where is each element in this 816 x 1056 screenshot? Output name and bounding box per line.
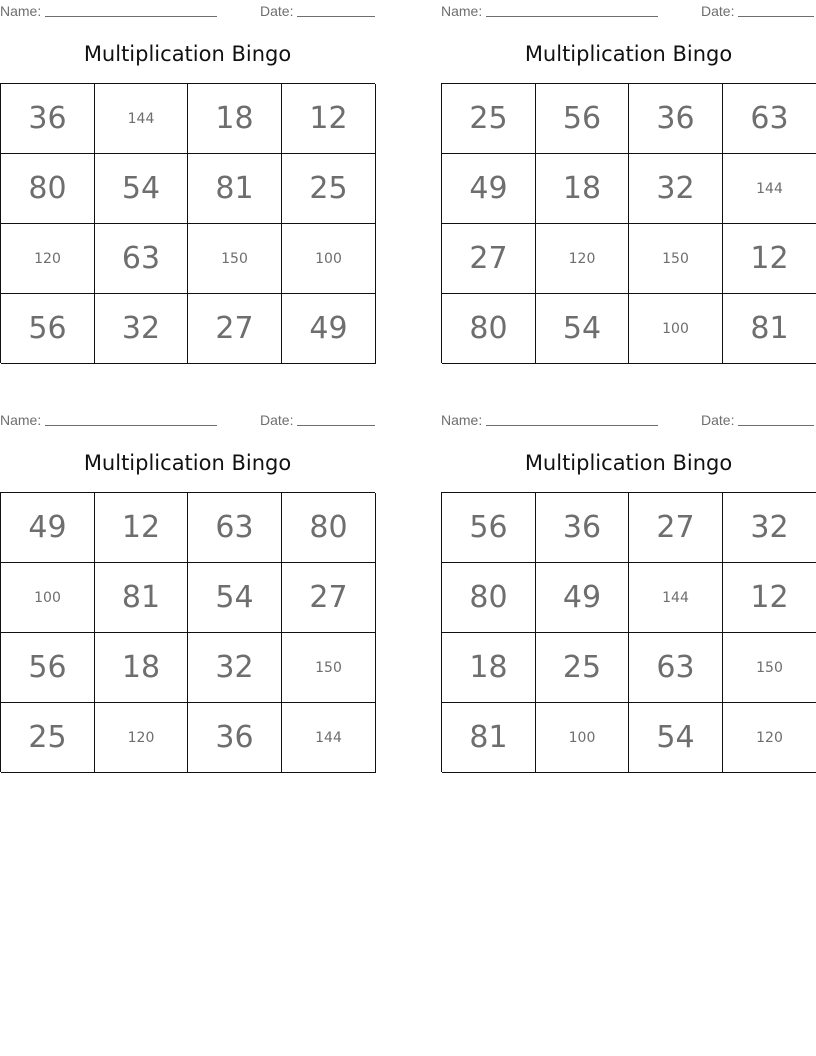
bingo-cell: 12 (723, 224, 816, 294)
bingo-cell: 54 (188, 563, 282, 633)
bingo-cell: 18 (95, 633, 188, 703)
bingo-cell: 49 (536, 563, 629, 633)
date-label: Date: (701, 3, 735, 19)
bingo-cell: 36 (1, 84, 95, 154)
bingo-cell: 81 (442, 703, 536, 773)
bingo-cell: 12 (95, 493, 188, 563)
date-blank-line (297, 425, 375, 426)
bingo-cell: 36 (188, 703, 282, 773)
name-blank-line (45, 16, 217, 17)
bingo-cell: 80 (442, 563, 536, 633)
bingo-grid (441, 83, 816, 363)
bingo-cell: 63 (188, 493, 282, 563)
bingo-cell: 100 (536, 703, 629, 773)
bingo-cell: 144 (723, 154, 816, 224)
bingo-cell: 81 (188, 154, 282, 224)
name-blank-line (486, 425, 658, 426)
bingo-cell: 49 (282, 294, 376, 364)
bingo-cell: 120 (95, 703, 188, 773)
bingo-cell: 54 (95, 154, 188, 224)
bingo-cell: 100 (629, 294, 723, 364)
bingo-cell: 150 (188, 224, 282, 294)
bingo-cell: 25 (1, 703, 95, 773)
bingo-cell: 120 (536, 224, 629, 294)
bingo-card-4 (441, 409, 816, 755)
date-label: Date: (260, 3, 294, 19)
bingo-card-2 (441, 0, 816, 346)
bingo-cell: 150 (282, 633, 376, 703)
bingo-cell: 12 (282, 84, 376, 154)
bingo-cell: 100 (282, 224, 376, 294)
bingo-cell: 120 (1, 224, 95, 294)
bingo-card-1 (0, 0, 376, 346)
bingo-cell: 27 (442, 224, 536, 294)
bingo-cell: 54 (629, 703, 723, 773)
card-title: Multiplication Bingo (83, 42, 292, 66)
bingo-cell: 32 (723, 493, 816, 563)
bingo-cell: 54 (536, 294, 629, 364)
bingo-cell: 56 (1, 294, 95, 364)
bingo-cell: 144 (95, 84, 188, 154)
bingo-cell: 80 (282, 493, 376, 563)
date-blank-line (738, 425, 814, 426)
name-label: Name: (441, 412, 483, 428)
bingo-cell: 36 (629, 84, 723, 154)
date-label: Date: (701, 412, 735, 428)
bingo-cell: 12 (723, 563, 816, 633)
card-title: Multiplication Bingo (524, 42, 733, 66)
bingo-cell: 49 (1, 493, 95, 563)
bingo-cell: 32 (629, 154, 723, 224)
bingo-cell: 56 (442, 493, 536, 563)
bingo-cell: 18 (442, 633, 536, 703)
name-date-line (0, 0, 376, 22)
card-title: Multiplication Bingo (83, 451, 292, 475)
name-label: Name: (0, 412, 42, 428)
name-blank-line (486, 16, 658, 17)
bingo-cell: 63 (95, 224, 188, 294)
name-date-line (441, 0, 816, 22)
bingo-cell: 18 (188, 84, 282, 154)
bingo-cell: 63 (629, 633, 723, 703)
bingo-cell: 56 (1, 633, 95, 703)
card-title: Multiplication Bingo (524, 451, 733, 475)
bingo-cell: 25 (442, 84, 536, 154)
bingo-grid (0, 83, 375, 363)
bingo-cell: 150 (723, 633, 816, 703)
bingo-cell: 25 (282, 154, 376, 224)
bingo-cell: 120 (723, 703, 816, 773)
bingo-cell: 63 (723, 84, 816, 154)
bingo-cell: 32 (188, 633, 282, 703)
bingo-cell: 144 (282, 703, 376, 773)
name-date-line (0, 409, 376, 431)
bingo-cell: 80 (442, 294, 536, 364)
date-blank-line (297, 16, 375, 17)
bingo-cell: 81 (95, 563, 188, 633)
bingo-card-3 (0, 409, 376, 755)
bingo-cell: 56 (536, 84, 629, 154)
bingo-cell: 144 (629, 563, 723, 633)
bingo-cell: 150 (629, 224, 723, 294)
bingo-cell: 27 (629, 493, 723, 563)
bingo-cell: 100 (1, 563, 95, 633)
bingo-cell: 80 (1, 154, 95, 224)
bingo-grid (0, 492, 375, 772)
bingo-cell: 49 (442, 154, 536, 224)
name-label: Name: (0, 3, 42, 19)
bingo-cell: 18 (536, 154, 629, 224)
bingo-cell: 36 (536, 493, 629, 563)
name-date-line (441, 409, 816, 431)
name-label: Name: (441, 3, 483, 19)
bingo-cell: 32 (95, 294, 188, 364)
bingo-grid (441, 492, 816, 772)
bingo-cell: 27 (188, 294, 282, 364)
bingo-cell: 27 (282, 563, 376, 633)
date-blank-line (738, 16, 814, 17)
bingo-cell: 81 (723, 294, 816, 364)
name-blank-line (45, 425, 217, 426)
bingo-cell: 25 (536, 633, 629, 703)
date-label: Date: (260, 412, 294, 428)
